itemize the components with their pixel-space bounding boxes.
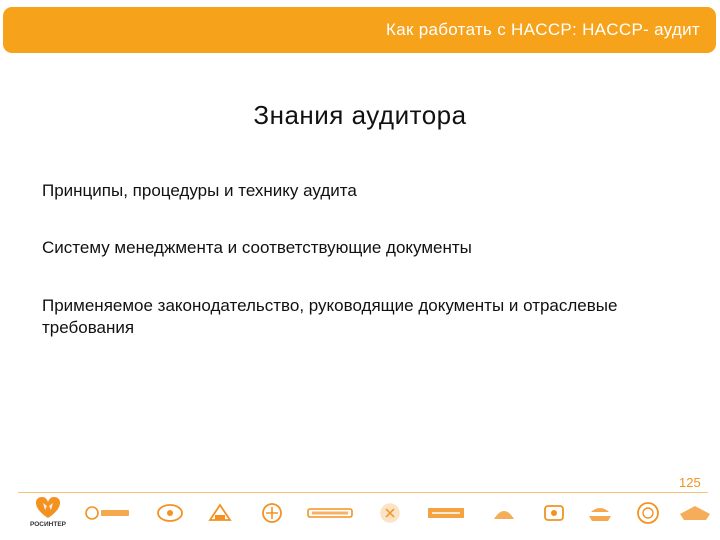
t-b-ilichi-logo <box>258 502 286 524</box>
moskovskaya-kukhnya-logo <box>206 502 234 524</box>
triumph-logo <box>634 502 662 524</box>
bullet-item: Систему менеджмента и соответствующие документы <box>42 238 472 257</box>
planeta-sushi-logo <box>156 502 184 524</box>
slide-title: Знания аудитора <box>253 100 467 130</box>
bullet-item: Применяемое законодательство, руководящие документы и отраслевые требования <box>42 296 618 337</box>
il-patio-logo <box>84 502 132 524</box>
benihana-logo <box>490 502 518 524</box>
ulitsa-logo <box>678 502 712 524</box>
amerikano-logo <box>426 502 466 524</box>
page-number: 125 <box>679 475 701 490</box>
rosinter-logo <box>22 494 74 538</box>
bullet-item: Принципы, процедуры и технику аудита <box>42 181 357 200</box>
header-bar <box>3 7 716 53</box>
footer-divider <box>18 492 708 493</box>
rosinter-wordmark: РОСИНТЕР <box>29 521 66 528</box>
partner-logo-strip <box>0 494 720 540</box>
1-chk-logo <box>376 502 404 524</box>
costa-coffee-logo <box>306 502 354 524</box>
sandwich-logo <box>586 502 614 524</box>
heart-icon <box>22 494 74 522</box>
header-title: Как работать с HACCP: HACCP- аудит <box>386 20 700 39</box>
mama-zoya-logo <box>540 502 568 524</box>
